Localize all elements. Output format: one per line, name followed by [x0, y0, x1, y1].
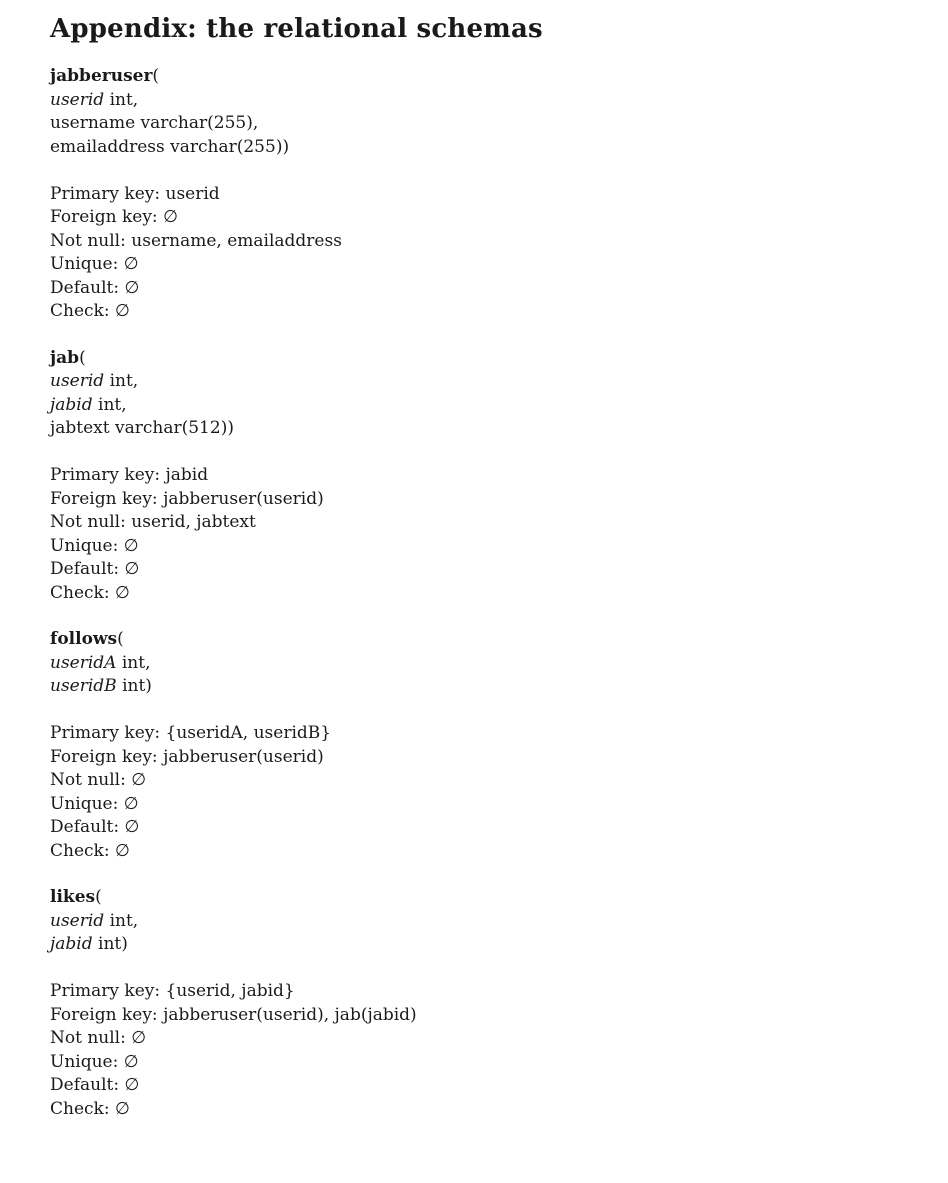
constraint-default: [50, 277, 948, 301]
schema-jab: [50, 347, 948, 606]
table-name: jab: [50, 347, 80, 368]
constraint-value: ∅: [114, 582, 130, 603]
constraint-label: Primary key:: [50, 723, 161, 743]
attribute-name: username: [50, 113, 136, 133]
constraint-label: Check:: [50, 840, 110, 861]
attribute-type: varchar(255),: [135, 113, 259, 133]
constraint-value: {userid, jabid}: [165, 981, 295, 1001]
constraint-foreign-key: [50, 1004, 948, 1028]
open-paren: (: [79, 347, 86, 368]
schema-header: [50, 628, 948, 652]
constraint-label: Primary key:: [50, 465, 161, 485]
constraint-label: Check:: [50, 582, 110, 603]
constraint-not-null: [50, 769, 948, 793]
constraint-check: [50, 840, 948, 864]
table-name: follows: [50, 629, 118, 649]
constraint-label: Primary key:: [50, 183, 161, 204]
attribute-line: [50, 910, 948, 934]
constraint-label: Not null:: [50, 770, 126, 790]
constraint-value: ∅: [131, 1028, 147, 1048]
attribute-line: [50, 652, 948, 676]
constraint-value: {useridA, useridB}: [165, 723, 332, 743]
attribute-name: userid: [50, 910, 105, 931]
constraint-not-null: [50, 1027, 948, 1051]
spacer: [50, 699, 948, 723]
spacer: [50, 957, 948, 981]
attribute-name: jabid: [50, 934, 93, 954]
attribute-name: emailaddress: [50, 136, 165, 157]
attribute-type: varchar(255)): [164, 136, 290, 157]
constraint-label: Foreign key:: [50, 1004, 158, 1025]
attribute-line: [50, 112, 948, 136]
constraint-label: Foreign key:: [50, 488, 158, 509]
constraint-default: [50, 816, 948, 840]
attribute-line: [50, 394, 948, 418]
constraint-label: Default:: [50, 817, 120, 837]
constraint-foreign-key: [50, 488, 948, 512]
constraint-check: [50, 300, 948, 324]
constraint-label: Default:: [50, 1075, 120, 1095]
constraint-value: ∅: [114, 840, 130, 861]
constraint-value: jabid: [165, 465, 209, 485]
constraint-label: Unique:: [50, 535, 119, 556]
spacer: [50, 159, 948, 183]
schema-header: [50, 347, 948, 371]
constraint-label: Unique:: [50, 793, 119, 814]
constraint-value: ∅: [124, 817, 140, 837]
attribute-type: varchar(512)): [109, 418, 234, 438]
constraint-default: [50, 558, 948, 582]
constraint-label: Unique:: [50, 254, 119, 274]
constraint-label: Unique:: [50, 1051, 119, 1072]
attribute-line: [50, 933, 948, 957]
constraint-foreign-key: [50, 206, 948, 230]
open-paren: (: [95, 887, 102, 907]
schema-header: [50, 65, 948, 89]
attribute-line: [50, 136, 948, 160]
schema-follows: [50, 628, 948, 863]
constraint-value: ∅: [163, 207, 178, 227]
schema-jabberuser: [50, 65, 948, 324]
spacer: [50, 441, 948, 465]
attribute-type: int,: [92, 394, 127, 415]
constraint-label: Not null:: [50, 512, 126, 532]
constraint-unique: [50, 253, 948, 277]
constraint-check: [50, 582, 948, 606]
attribute-type: int): [116, 676, 152, 696]
attribute-name: useridB: [50, 676, 117, 696]
constraint-not-null: [50, 511, 948, 535]
constraint-unique: [50, 793, 948, 817]
attribute-name: userid: [50, 89, 105, 110]
constraint-label: Default:: [50, 277, 120, 298]
constraint-label: Not null:: [50, 230, 126, 251]
constraint-default: [50, 1074, 948, 1098]
constraint-value: username, emailaddress: [131, 230, 342, 251]
constraint-value: userid: [165, 183, 220, 204]
constraint-value: jabberuser(userid): [163, 746, 324, 767]
constraint-label: Not null:: [50, 1028, 126, 1048]
attribute-name: useridA: [50, 652, 117, 673]
constraint-value: jabberuser(userid), jab(jabid): [163, 1004, 417, 1025]
attribute-name: jabtext: [50, 418, 110, 438]
attribute-type: int,: [116, 652, 151, 673]
constraint-unique: [50, 1051, 948, 1075]
constraint-value: ∅: [123, 793, 139, 814]
schema-header: [50, 886, 948, 910]
constraint-foreign-key: [50, 746, 948, 770]
constraint-label: Foreign key:: [50, 207, 158, 227]
open-paren: (: [117, 629, 124, 649]
schema-likes: [50, 886, 948, 1121]
constraint-value: ∅: [114, 301, 130, 321]
constraint-label: Check:: [50, 301, 110, 321]
attribute-line: [50, 417, 948, 441]
constraint-label: Foreign key:: [50, 746, 158, 767]
constraint-primary-key: [50, 183, 948, 207]
attribute-type: int,: [104, 910, 139, 931]
constraint-value: userid, jabtext: [131, 512, 256, 532]
attribute-type: int,: [104, 89, 139, 110]
constraint-value: ∅: [123, 254, 139, 274]
constraint-value: ∅: [131, 770, 147, 790]
constraint-label: Default:: [50, 559, 120, 579]
attribute-type: int,: [104, 371, 139, 391]
constraint-unique: [50, 535, 948, 559]
constraint-value: jabberuser(userid): [163, 488, 324, 509]
page-title: Appendix: the relational schemas: [50, 14, 543, 44]
open-paren: (: [152, 66, 160, 86]
constraint-label: Check:: [50, 1098, 110, 1119]
constraint-primary-key: [50, 980, 948, 1004]
constraint-value: ∅: [124, 1075, 140, 1095]
attribute-line: [50, 370, 948, 394]
constraint-primary-key: [50, 722, 948, 746]
constraint-check: [50, 1098, 948, 1122]
constraint-value: ∅: [124, 559, 140, 579]
attribute-type: int): [92, 934, 128, 954]
constraint-value: ∅: [114, 1098, 130, 1119]
constraint-not-null: [50, 230, 948, 254]
table-name: jabberuser: [50, 66, 153, 86]
attribute-line: [50, 675, 948, 699]
attribute-name: jabid: [50, 394, 93, 415]
constraint-label: Primary key:: [50, 981, 161, 1001]
attribute-name: userid: [50, 371, 105, 391]
constraint-value: ∅: [123, 1051, 139, 1072]
table-name: likes: [50, 887, 96, 907]
attribute-line: [50, 89, 948, 113]
constraint-value: ∅: [123, 535, 139, 556]
constraint-value: ∅: [124, 277, 140, 298]
constraint-primary-key: [50, 464, 948, 488]
